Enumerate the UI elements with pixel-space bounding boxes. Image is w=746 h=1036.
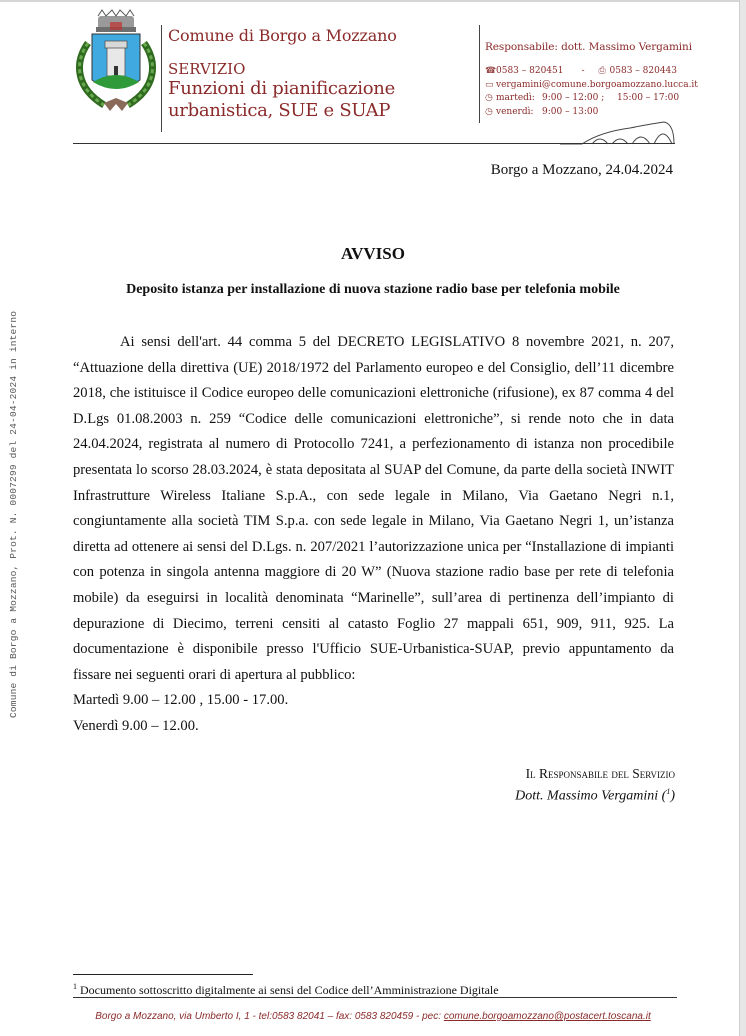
notice-body bbox=[73, 330, 674, 740]
email-row bbox=[485, 79, 698, 93]
footnote-separator bbox=[73, 974, 253, 975]
footnote bbox=[73, 982, 499, 998]
header-divider bbox=[161, 25, 162, 132]
service-name-line1: Funzioni di pianificazione bbox=[168, 78, 395, 99]
signatory-title: Il Responsabile del Servizio bbox=[525, 766, 675, 781]
notice-paragraph: Ai sensi dell'art. 44 comma 5 del DECRETO LEGISLATIVO 8 novembre 2021, n. 207, “Attuazione della direttiva (UE) 2018/1972 del Parlamento europeo e del Consiglio, dell’11 dicembre 2018, che istituisce il Codice europeo delle comunicazioni elettroniche (rifusione), ex 87 comma 4 del D.Lgs 01.08.2003 n. 259 “Codice delle comunicazioni elettroniche”, si rende noto che in data 24.04.2024, registrata al numero di Protocollo 7241, a perfezionamento di istanza non procedibile presentata lo scorso 28.03.2024, è stata depositata al SUAP del Comune, da parte della società INWIT Infrastrutture Wireless Italiane S.p.A., con sede legale in Milano, Via Gaetano Negri n.1, congiuntamente alla società TIM S.p.a. con sede legale in Milano, Via Gaetano Negri 1, un’istanza diretta ad ottenere ai sensi del D.Lgs. n. 207/2021 l’autorizzazione unica per “Installazione di impianti con potenza in singola antenna maggiore di 20 W” (Nuova stazione radio base per rete di telefonia mobile) da eseguirsi in località denominata “Marinelle”, sull’area di pertinenza dell’impianto di depurazione di Diecimo, terreni censiti al catasto Foglio 27 mappali 651, 909, 911, 925. La documentazione è disponibile presso l'Ufficio SUE-Urbanistica-SUAP, previo appuntamento da fissare nei seguenti orari di apertura al pubblico: bbox=[73, 334, 674, 683]
service-label: SERVIZIO bbox=[168, 60, 246, 78]
footnote-reference[interactable]: 1 bbox=[666, 787, 671, 796]
scrollbar[interactable] bbox=[739, 0, 746, 1036]
page-top-edge bbox=[0, 0, 746, 2]
hours-tuesday-row bbox=[485, 92, 698, 106]
page-footer bbox=[0, 1011, 746, 1022]
municipality-name: Comune di Borgo a Mozzano bbox=[168, 26, 397, 45]
fax-number: 0583 – 820443 bbox=[609, 66, 678, 76]
signatory-name-close: ) bbox=[670, 788, 675, 804]
contact-details bbox=[485, 65, 698, 119]
document-title: AVVISO bbox=[341, 244, 405, 263]
clock-icon: ◷ bbox=[485, 106, 493, 117]
signature-block bbox=[515, 765, 675, 806]
opening-hours-friday: Venerdì 9.00 – 12.00. bbox=[73, 717, 199, 734]
municipal-crest-logo bbox=[74, 8, 158, 116]
signatory-name-text: Dott. Massimo Vergamini ( bbox=[515, 788, 667, 804]
hours-friday: 9:00 – 13:00 bbox=[542, 106, 599, 117]
shield-icon bbox=[92, 34, 140, 89]
computer-icon: ▭ bbox=[485, 79, 494, 90]
header-contact bbox=[485, 41, 698, 119]
header-divider-right bbox=[479, 25, 480, 123]
pec-email-link[interactable]: comune.borgoamozzano@postacert.toscana.it bbox=[443, 1011, 651, 1022]
header-office bbox=[168, 26, 397, 122]
fax-icon: ⎙ bbox=[598, 66, 606, 76]
opening-hours-tuesday: Martedì 9.00 – 12.00 , 15.00 - 17.00. bbox=[73, 692, 289, 709]
document-subject: Deposito istanza per installazione di nuova stazione radio base per telefonia mobile bbox=[126, 282, 620, 297]
hours-friday-row bbox=[485, 106, 698, 120]
phone-icon: ☎ bbox=[485, 66, 497, 76]
hours-tuesday-morning: 9:00 – 12:00 ; bbox=[542, 93, 605, 103]
document-date: Borgo a Mozzano, 24.04.2024 bbox=[490, 162, 673, 178]
footnote-number: 1 bbox=[73, 982, 77, 991]
service-name-line2: urbanistica, SUE e SUAP bbox=[168, 100, 391, 121]
footer-rule bbox=[73, 997, 677, 998]
hours-friday-label: venerdì: bbox=[496, 106, 534, 117]
header-rule bbox=[73, 143, 675, 144]
hours-tuesday-afternoon: 15:00 – 17:00 bbox=[617, 93, 680, 103]
bridge-icon bbox=[560, 118, 676, 146]
hours-tuesday-label: martedì: bbox=[496, 93, 535, 103]
responsible-name: Responsabile: dott. Massimo Vergamini bbox=[485, 41, 692, 53]
protocol-stamp: Comune di Borgo a Mozzano, Prot. N. 0007299 del 24-04-2024 in interno bbox=[8, 310, 19, 718]
crown-icon bbox=[96, 10, 136, 32]
phone-row bbox=[485, 65, 698, 79]
footnote-text: Documento sottoscritto digitalmente ai sensi del Codice dell’Amministrazione Digitale bbox=[77, 983, 499, 997]
email-address[interactable]: vergamini@comune.borgoamozzano.lucca.it bbox=[496, 79, 698, 90]
signatory-name bbox=[515, 783, 675, 806]
footer-address: Borgo a Mozzano, via Umberto I, 1 - tel:0583 82041 – fax: 0583 820459 - pec: bbox=[95, 1011, 444, 1022]
phone-separator: - bbox=[581, 66, 585, 76]
phone-number: 0583 – 820451 bbox=[496, 66, 564, 76]
clock-icon: ◷ bbox=[485, 93, 493, 103]
